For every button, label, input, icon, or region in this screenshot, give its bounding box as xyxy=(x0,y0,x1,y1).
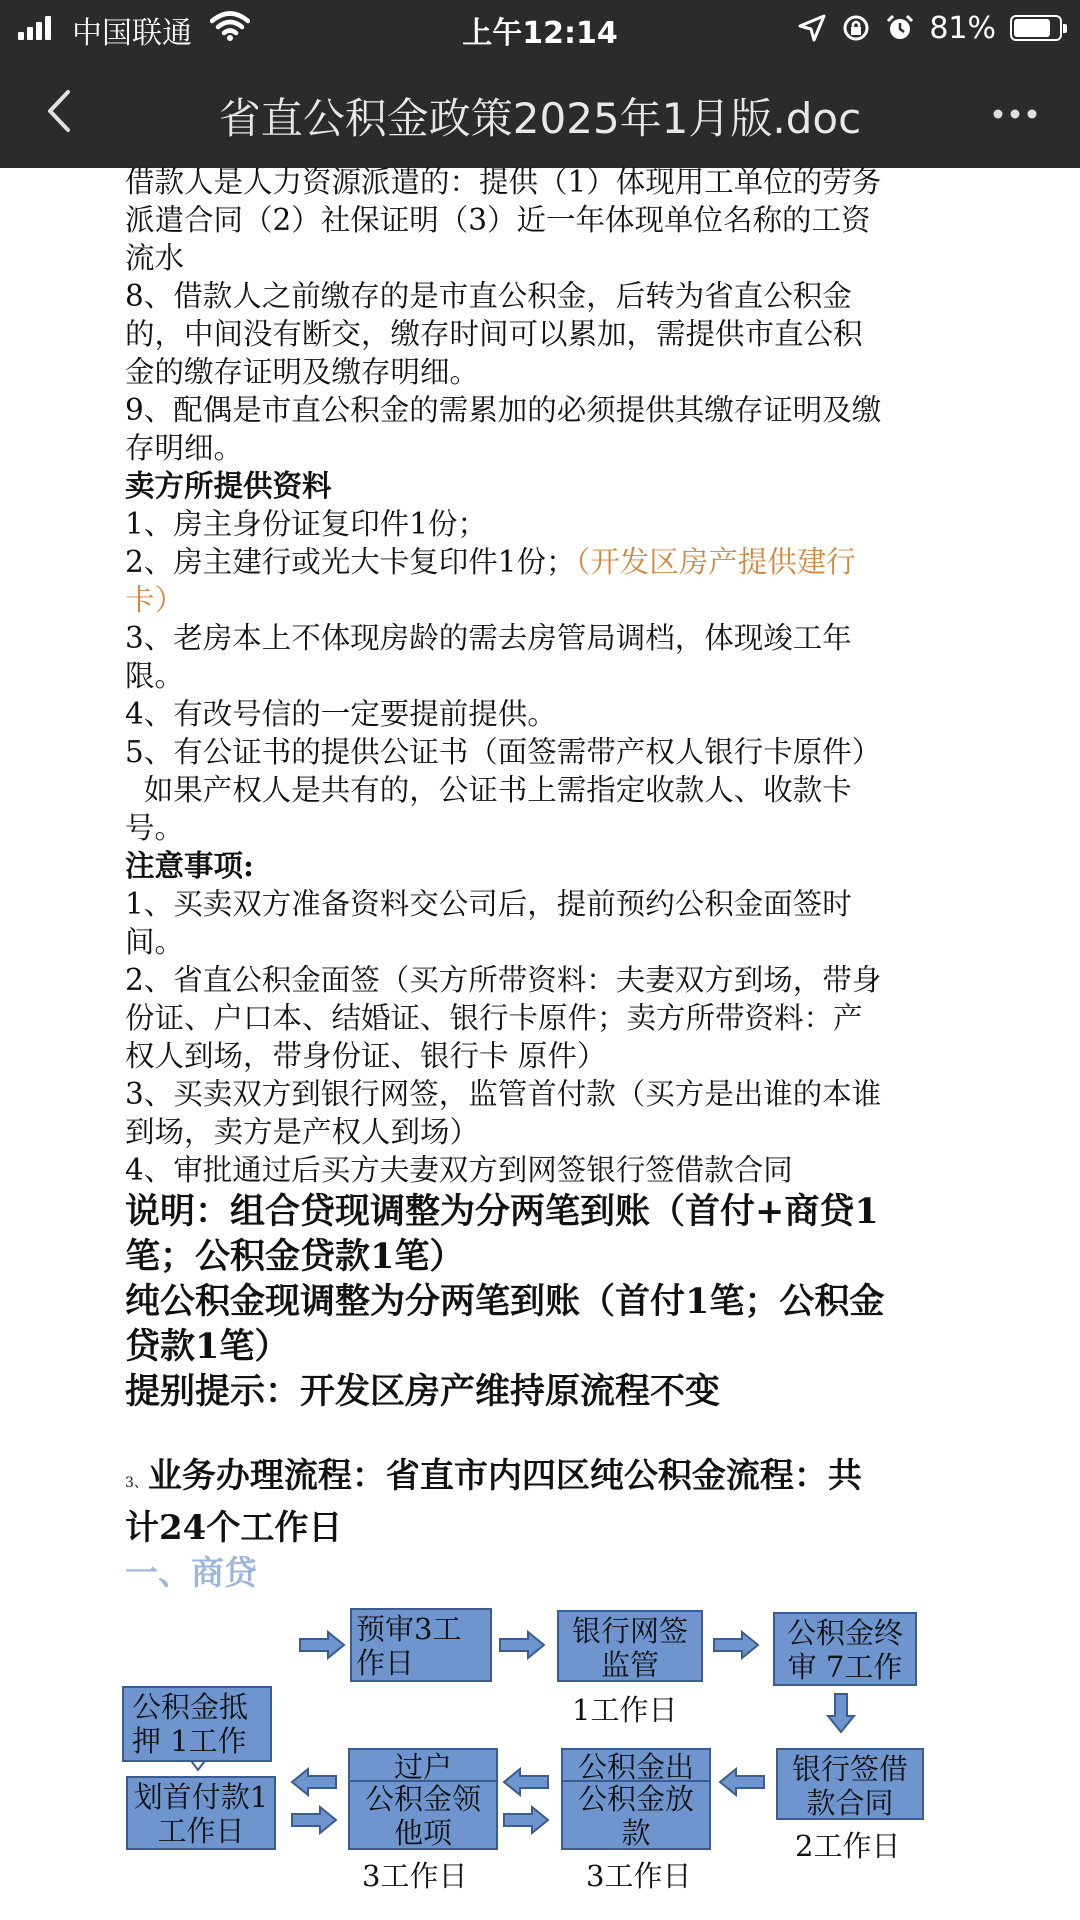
doc-line: 份证、户口本、结婚证、银行卡原件；卖方所带资料：产 xyxy=(125,1001,863,1035)
flow-box-loan-contract: 银行签借款合同 xyxy=(776,1748,924,1820)
note-bold-line: 贷款1笔） xyxy=(125,1326,290,1367)
notes-heading: 注意事项: xyxy=(125,848,254,883)
doc-line xyxy=(125,543,965,581)
doc-line: 3、老房本上不体现房龄的需去房管局调档，体现竣工年 xyxy=(125,621,852,655)
flow-box-pf-receive: 公积金领他项 xyxy=(348,1780,498,1850)
process-heading-line2: 计24个工作日 xyxy=(125,1508,343,1548)
more-options-icon[interactable] xyxy=(990,94,1040,134)
arrow-right-icon xyxy=(290,1805,338,1835)
flow-caption-pf-release: 3工作日 xyxy=(586,1859,692,1893)
section-title: 一、商贷 xyxy=(125,1553,257,1592)
arrow-right-icon xyxy=(498,1630,546,1660)
doc-line: 1、买卖双方准备资料交公司后，提前预约公积金面签时 xyxy=(125,887,852,921)
doc-line: 借款人是人力资源派遣的：提供（1）体现用工单位的劳务 xyxy=(125,165,882,199)
arrow-left-icon xyxy=(502,1767,550,1797)
doc-line: 的，中间没有断交，缴存时间可以累加，需提供市直公积 xyxy=(125,317,863,351)
note-bold-line: 笔；公积金贷款1笔） xyxy=(125,1236,465,1277)
doc-line: 到场，卖方是产权人到场） xyxy=(125,1115,480,1149)
doc-line: 存明细。 xyxy=(125,431,244,465)
flow-box-bank-sign: 银行网签监管 xyxy=(557,1610,703,1682)
flow-box-pf-out: 公积金出 xyxy=(561,1748,711,1782)
arrow-right-icon xyxy=(502,1805,550,1835)
note-bold-line: 提别提示：开发区房产维持原流程不变 xyxy=(125,1371,721,1412)
arrow-left-icon xyxy=(290,1767,338,1797)
document-title: 省直公积金政策2025年1月版.doc xyxy=(218,94,862,143)
orientation-lock-icon xyxy=(841,13,871,43)
doc-line: 派遣合同（2）社保证明（3）近一年体现单位名称的工资 xyxy=(125,203,871,237)
flow-box-mortgage: 公积金抵押 1工作 xyxy=(122,1686,272,1762)
top-bar xyxy=(0,0,1080,168)
flow-box-presign: 预审3工作日 xyxy=(350,1608,492,1682)
status-bar xyxy=(0,0,1080,56)
doc-line: 4、审批通过后买方夫妻双方到网签银行签借款合同 xyxy=(125,1153,793,1187)
nav-bar xyxy=(0,56,1080,168)
note-bold-line: 说明：组合贷现调整为分两笔到账（首付+商贷1 xyxy=(125,1191,879,1232)
doc-line: 3、买卖双方到银行网签，监管首付款（买方是出谁的本谁 xyxy=(125,1077,882,1111)
alarm-icon xyxy=(885,13,915,43)
flow-box-down-payment: 划首付款1工作日 xyxy=(126,1776,276,1850)
doc-line: 5、有公证书的提供公证书（面签需带产权人银行卡原件） xyxy=(125,735,882,769)
flow-caption-bank-sign: 1工作日 xyxy=(572,1693,678,1727)
location-icon xyxy=(797,13,827,43)
doc-line: 1、房主身份证复印件1份； xyxy=(125,507,488,541)
process-prefix: 3、 xyxy=(125,1475,148,1491)
arrow-right-icon xyxy=(298,1630,346,1660)
doc-line: 限。 xyxy=(125,659,185,693)
doc-line: 间。 xyxy=(125,925,185,959)
flow-caption-loan-contract: 2工作日 xyxy=(795,1829,901,1863)
seller-heading: 卖方所提供资料 xyxy=(125,468,332,503)
clock: 上午12:14 xyxy=(462,16,618,51)
doc-line: 金的缴存证明及缴存明细。 xyxy=(125,355,480,389)
seller-item-2-note: （开发区房产提供建行 xyxy=(575,545,856,579)
seller-item-2-note-end: 卡） xyxy=(125,583,185,617)
flow-caption-pf-receive: 3工作日 xyxy=(362,1859,468,1893)
note-bold-line: 纯公积金现调整为分两笔到账（首付1笔；公积金 xyxy=(125,1281,885,1322)
doc-line: 如果产权人是共有的，公证书上需指定收款人、收款卡 xyxy=(125,773,852,807)
process-heading-text: 业务办理流程：省直市内四区纯公积金流程：共 xyxy=(147,1456,862,1496)
arrow-down-icon xyxy=(826,1692,856,1734)
doc-line: 号。 xyxy=(125,811,185,845)
seller-item-2: 2、房主建行或光大卡复印件1份； xyxy=(125,545,576,579)
doc-line: 权人到场，带身份证、银行卡 原件） xyxy=(125,1039,607,1073)
doc-line: 4、有改号信的一定要提前提供。 xyxy=(125,697,557,731)
flowchart xyxy=(0,1590,1080,1920)
battery-percent: 81% xyxy=(929,10,996,46)
battery-icon xyxy=(1010,15,1062,41)
arrow-right-icon xyxy=(712,1630,760,1660)
doc-line: 2、省直公积金面签（买方所带资料：夫妻双方到场，带身 xyxy=(125,963,882,997)
process-heading xyxy=(125,1454,965,1506)
doc-line: 8、借款人之前缴存的是市直公积金，后转为省直公积金 xyxy=(125,279,852,313)
doc-line: 9、配偶是市直公积金的需累加的必须提供其缴存证明及缴 xyxy=(125,393,882,427)
document-body xyxy=(125,163,965,1595)
carrier-label: 中国联通 xyxy=(72,16,192,51)
doc-line: 流水 xyxy=(125,241,185,275)
flow-box-transfer: 过户 xyxy=(348,1748,498,1782)
flow-box-pf-release: 公积金放款 xyxy=(561,1780,711,1850)
arrow-left-icon xyxy=(718,1767,766,1797)
flow-box-final-review: 公积金终审 7工作 xyxy=(773,1612,917,1686)
status-right xyxy=(797,8,1062,48)
